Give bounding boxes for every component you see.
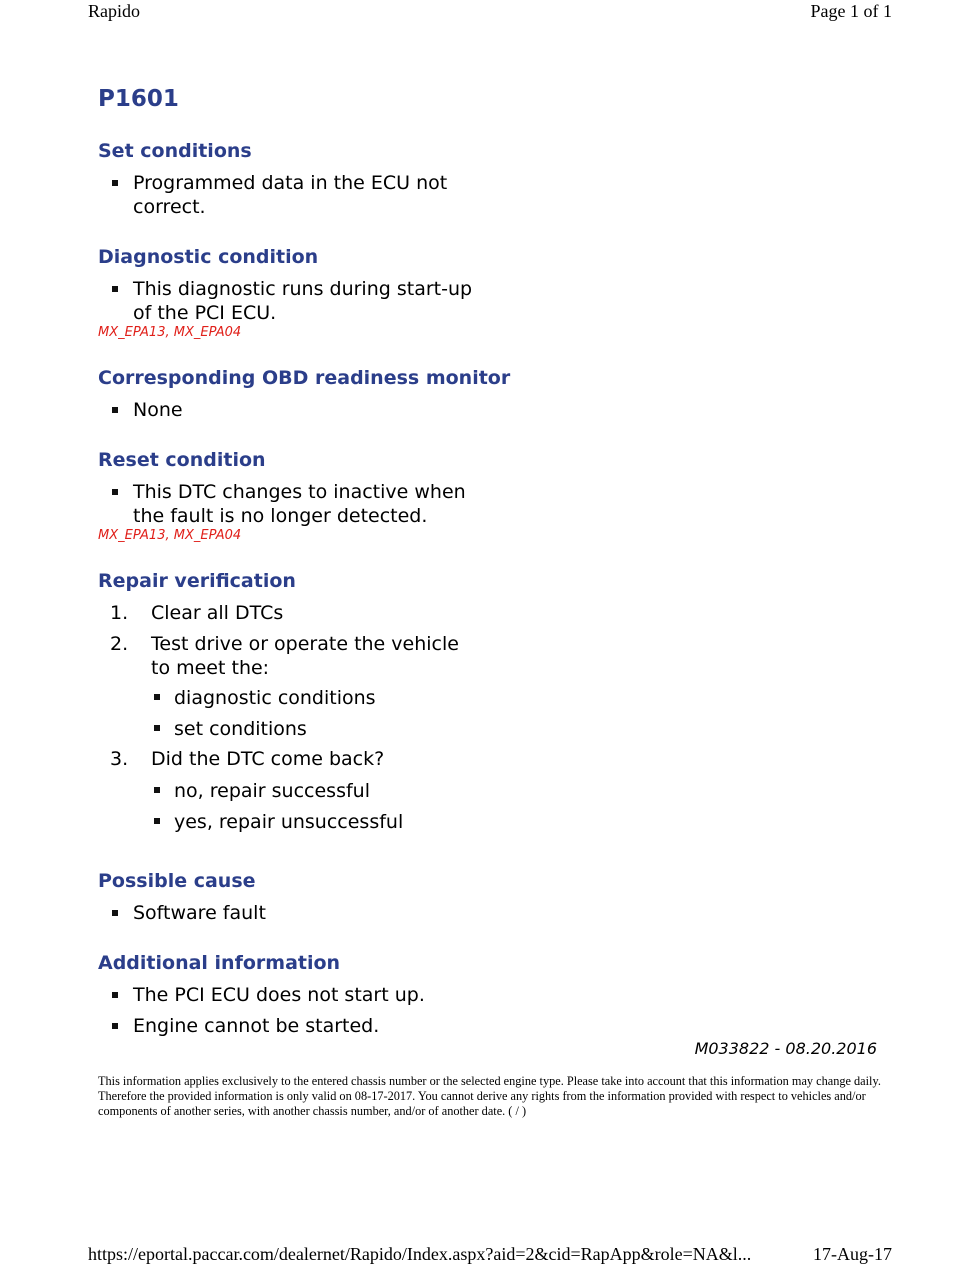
section-heading-obd-monitor: Corresponding OBD readiness monitor <box>98 367 511 389</box>
section-heading-diagnostic-condition: Diagnostic condition <box>98 246 319 268</box>
bullet-icon <box>154 694 160 700</box>
step-text: Clear all DTCs <box>151 602 284 624</box>
list-item: diagnostic conditions <box>174 687 376 709</box>
section-heading-repair-verification: Repair verification <box>98 570 296 592</box>
print-header-app-name: Rapido <box>88 1 140 21</box>
list-item: yes, repair unsuccessful <box>174 811 404 833</box>
list-item: None <box>133 399 183 421</box>
list-item: Programmed data in the ECU not correct. <box>133 172 448 218</box>
section-heading-additional-information: Additional information <box>98 952 341 974</box>
section-heading-reset-condition: Reset condition <box>98 449 266 471</box>
model-applicability-note: MX_EPA13, MX_EPA04 <box>98 325 242 340</box>
list-item: The PCI ECU does not start up. <box>133 984 425 1006</box>
page-title: P1601 <box>98 86 179 112</box>
bullet-icon <box>112 407 118 413</box>
model-applicability-note: MX_EPA13, MX_EPA04 <box>98 528 242 543</box>
bullet-icon <box>112 180 118 186</box>
bullet-icon <box>154 787 160 793</box>
list-item: Software fault <box>133 902 266 924</box>
print-footer-date: 17-Aug-17 <box>813 1244 892 1264</box>
bullet-icon <box>154 818 160 824</box>
list-item: no, repair successful <box>174 780 370 802</box>
list-item: Engine cannot be started. <box>133 1015 380 1037</box>
step-number: 1. <box>110 602 129 624</box>
list-item: set conditions <box>174 718 307 740</box>
document-reference: M033822 - 08.20.2016 <box>694 1039 877 1058</box>
bullet-icon <box>112 1023 118 1029</box>
bullet-icon <box>112 286 118 292</box>
step-number: 2. <box>110 633 129 655</box>
step-text: Test drive or operate the vehicle to meet the: <box>151 633 459 679</box>
bullet-icon <box>112 910 118 916</box>
bullet-icon <box>154 725 160 731</box>
list-item: This diagnostic runs during start-up of the PCI ECU. <box>133 278 473 324</box>
print-footer-url: https://eportal.paccar.com/dealernet/Rapido/Index.aspx?aid=2&cid=RapApp&role=NA&l... <box>88 1244 752 1264</box>
section-heading-possible-cause: Possible cause <box>98 870 256 892</box>
bullet-icon <box>112 992 118 998</box>
step-number: 3. <box>110 748 129 770</box>
section-heading-set-conditions: Set conditions <box>98 140 252 162</box>
list-item: This DTC changes to inactive when the fault is no longer detected. <box>133 481 466 527</box>
step-text: Did the DTC come back? <box>151 748 385 770</box>
disclaimer-text: This information applies exclusively to the entered chassis number or the selected engine type. Please take into account that this information may change daily. Therefore the provided information is only valid on 08-17-2017. You cannot derive any rights from the information provided with respect to vehicles and/or components of another series, with another chassis number, and/or of another date. ( / ) <box>98 1074 881 1118</box>
print-header-page-number: Page 1 of 1 <box>810 1 892 21</box>
bullet-icon <box>112 489 118 495</box>
